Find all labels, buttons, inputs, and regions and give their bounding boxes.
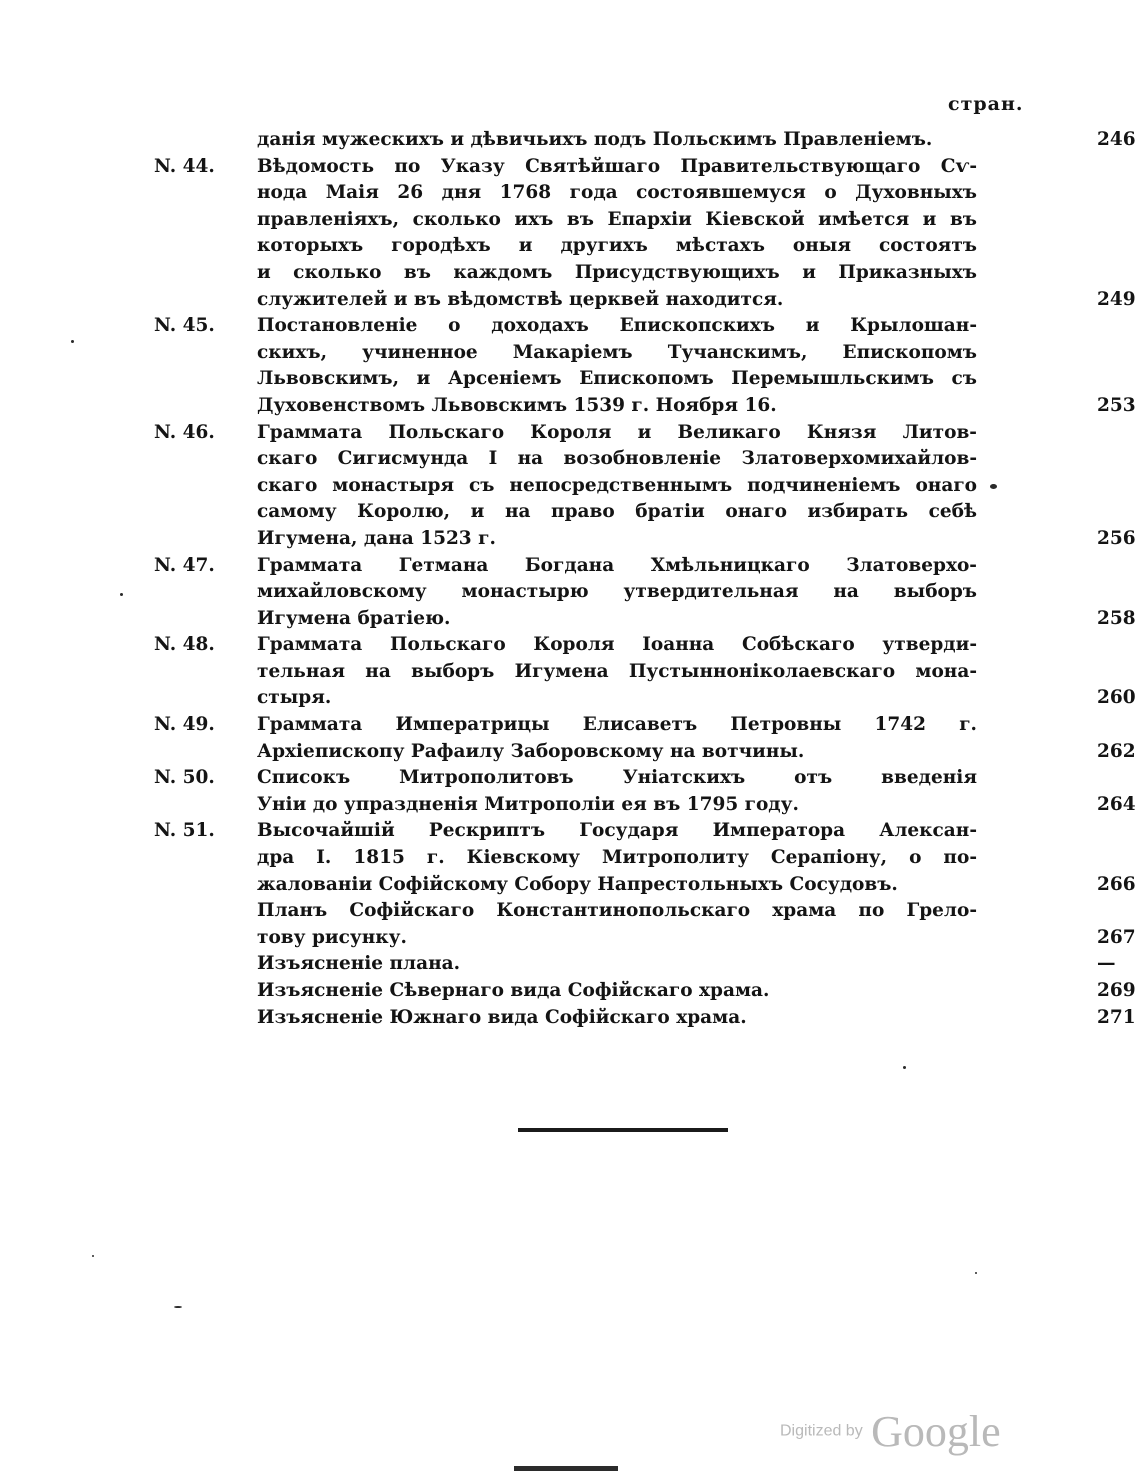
toc-entry (150, 313, 1136, 419)
entry-title-line: Списокъ Митрополитовъ Уніатскихъ отъ введенія (257, 767, 977, 789)
entry-title-line: Граммата Польскаго Короля Іоанна Собѣскаго утверди- (257, 634, 977, 656)
page-number: 256 (1097, 527, 1136, 549)
entry-title-line: Изъясненіе Сѣвернаго вида Софійскаго храма. 269 (257, 978, 977, 1005)
entry-title-line: Архіепископу Рафаилу Заборовскому на вотчины. 262 (257, 739, 977, 766)
entry-title-line: тову рисунку. 267 (257, 925, 977, 952)
page-number: 246 (1097, 129, 1136, 150)
ink-speck (71, 340, 74, 343)
entry-title-line: Граммата Польскаго Короля и Великаго Князя Литов- (257, 421, 977, 443)
entry-title-line: Игумена, дана 1523 г. 256 (257, 526, 977, 553)
section-divider-rule (518, 1128, 728, 1132)
google-logo: Google (871, 1407, 1001, 1456)
page-number: 258 (1097, 607, 1136, 629)
entry-title-line: жалованіи Софійскому Собору Напрестольныхъ Сосудовъ. 266 (257, 872, 977, 899)
ink-speck (120, 593, 123, 596)
entry-number: N. 50. (154, 767, 215, 789)
entry-title-line: Вѣдомость по Указу Святѣйшаго Правительствующаго Сѵ- (257, 155, 977, 177)
entry-title-line: скаго монастыря съ непосредственнымъ подчиненіемъ онаго (257, 474, 977, 496)
entry-title-line: скихъ, учиненное Макаріемъ Тучанскимъ, Епископомъ (257, 341, 977, 363)
entry-title-line: Постановленіе о доходахъ Епископскихъ и Крылошан- (257, 315, 977, 337)
page-number: 269 (1097, 980, 1136, 1001)
toc-entry (150, 1005, 1136, 1032)
toc-entry (150, 765, 1136, 818)
digitized-by-watermark (780, 1406, 1001, 1457)
entry-title-line: Игумена братіею. 258 (257, 606, 977, 633)
ink-speck (92, 1255, 94, 1257)
page-number: — (1097, 953, 1116, 975)
toc-entry (150, 898, 1136, 951)
entry-number: N. 44. (154, 155, 215, 177)
page-number: 260 (1097, 687, 1136, 709)
entry-number: N. 45. (154, 315, 215, 337)
entry-title-line: михайловскому монастырю утвердительная на выборъ (257, 581, 977, 603)
page-number: 266 (1097, 873, 1136, 895)
toc-entry (150, 154, 1136, 314)
entry-title-line: стыря. 260 (257, 685, 977, 712)
page-number: 267 (1097, 926, 1136, 948)
page-number: 249 (1097, 288, 1136, 310)
entry-title-line: Изъясненіе Южнаго вида Софійскаго храма. 271 (257, 1005, 977, 1032)
toc-entry (150, 632, 1136, 712)
page-number: 271 (1097, 1006, 1136, 1028)
toc-entry (150, 951, 1116, 978)
entry-title-line: дра I. 1815 г. Кіевскому Митрополиту Серапіону, о по- (257, 847, 977, 869)
next-page-edge (514, 1466, 618, 1471)
toc-entry (150, 712, 1136, 765)
toc-entry (150, 818, 1136, 898)
entry-title-line: Граммата Гетмана Богдана Хмѣльницкаго Златоверхо- (257, 554, 977, 576)
entry-number: N. 46. (154, 421, 215, 443)
entry-title-line: Львовскимъ, и Арсеніемъ Епископомъ Перемышльскимъ съ (257, 368, 977, 390)
entry-title-line: и сколько въ каждомъ Присудствующихъ и Приказныхъ (257, 261, 977, 283)
toc-entry (150, 553, 1136, 633)
toc-entry (150, 127, 1136, 154)
ink-speck (975, 1272, 977, 1274)
entry-number: N. 48. (154, 634, 215, 656)
entry-title-line: правленіяхъ, сколько ихъ въ Епархіи Кіевской имѣется и въ (257, 208, 977, 230)
page-number: 253 (1097, 394, 1136, 416)
toc-entry (150, 978, 1136, 1005)
ink-speck (903, 1066, 906, 1069)
entry-number: N. 47. (154, 554, 215, 576)
entry-title-line: служителей и въ вѣдомствѣ церквей находится. 249 (257, 287, 977, 314)
entry-title-line: Духовенствомъ Львовскимъ 1539 г. Ноября 16. 253 (257, 393, 977, 420)
entry-title-line: тельная на выборъ Игумена Пустынноніколаевскаго мона- (257, 660, 977, 682)
toc-entry (150, 420, 1136, 553)
ink-speck (174, 1306, 182, 1308)
table-of-contents (150, 127, 1136, 1031)
entry-title-line: Высочайшій Рескриптъ Государя Императора Алексан- (257, 820, 977, 842)
entry-title-line: Планъ Софійскаго Константинопольскаго храма по Грело- (257, 900, 977, 922)
entry-title-line: скаго Сигисмунда I на возобновленіе Златоверхомихайлов- (257, 448, 977, 470)
entry-number: N. 49. (154, 714, 215, 736)
entry-number: N. 51. (154, 820, 215, 842)
entry-title-line: данія мужескихъ и дѣвичьихъ подъ Польскимъ Правленіемъ. 246 (257, 127, 977, 154)
page-number: 262 (1097, 740, 1136, 762)
digitized-by-label: Digitized by (780, 1422, 863, 1440)
entry-title-line: Изъясненіе плана. — (257, 951, 977, 978)
entry-title-line: нода Маія 26 дня 1768 года состоявшемуся о Духовныхъ (257, 182, 977, 204)
entry-title-line: Граммата Императрицы Елисаветъ Петровны 1742 г. (257, 714, 977, 736)
entry-title-line: самому Королю, и на право братіи онаго избирать себѣ (257, 501, 977, 523)
page-number: 264 (1097, 793, 1136, 815)
page-column-header: стран. (948, 93, 1024, 115)
entry-title-line: Уніи до упраздненія Митрополіи ея въ 1795 году. 264 (257, 792, 977, 819)
entry-title-line: которыхъ городѣхъ и другихъ мѣстахъ оныя состоятъ (257, 235, 977, 257)
ink-speck (990, 484, 997, 489)
